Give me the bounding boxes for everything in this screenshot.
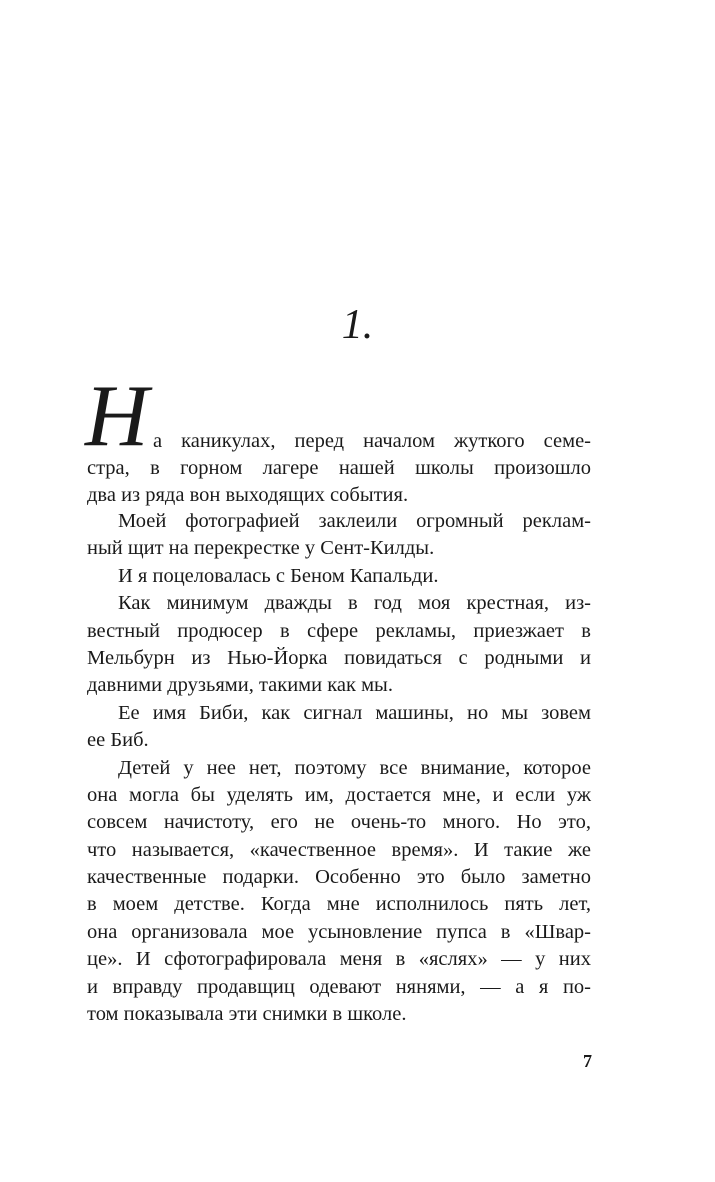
paragraph xyxy=(87,755,591,1029)
text-line: Мельбурн из Нью-Йорка повидаться с родными и xyxy=(87,646,591,669)
opening-paragraph xyxy=(85,368,591,508)
text-line: Как минимум дважды в год моя крестная, из- xyxy=(118,592,591,615)
text-line: что называется, «качественное время». И такие же xyxy=(87,838,591,861)
text-line: Ее имя Биби, как сигнал машины, но мы зовем xyxy=(118,701,591,724)
text-line: Детей у нее нет, поэтому все внимание, которое xyxy=(118,756,591,779)
text-line: стра, в горном лагере нашей школы произошло xyxy=(87,457,591,479)
text-line: она организовала мое усыновление пупса в «Швар- xyxy=(87,920,591,943)
text-line: том показывала эти снимки в школе. xyxy=(87,1003,407,1026)
text-line: давними друзьями, такими как мы. xyxy=(87,674,393,697)
paragraph xyxy=(87,590,591,700)
text-line: а каникулах, перед началом жуткого семе- xyxy=(153,430,591,452)
chapter-number: 1. xyxy=(341,302,374,348)
text-line: она могла бы уделять им, достается мне, и если уж xyxy=(87,783,591,806)
text-line: и вправду продавщиц одевают нянями, — а я по- xyxy=(87,975,591,998)
text-line: в моем детстве. Когда мне исполнилось пять лет, xyxy=(87,893,591,916)
paragraph xyxy=(87,700,591,755)
text-line: це». И сфотографировала меня в «яслях» — у них xyxy=(87,948,591,971)
drop-cap: Н xyxy=(85,368,149,465)
text-line: совсем начистоту, его не очень-то много. Но это, xyxy=(87,811,591,834)
text-line: И я поцеловалась с Беном Капальди. xyxy=(118,564,439,587)
body-text xyxy=(85,368,591,1028)
page-number: 7 xyxy=(583,1051,592,1071)
text-line: вестный продюсер в сфере рекламы, приезжает в xyxy=(87,619,591,642)
text-line: Моей фотографией заклеили огромный реклам- xyxy=(118,510,591,532)
text-line: ный щит на перекрестке у Сент-Килды. xyxy=(87,537,435,560)
text-line: ее Биб. xyxy=(87,729,149,752)
text-line: качественные подарки. Особенно это было заметно xyxy=(87,866,591,889)
paragraph xyxy=(87,508,591,563)
paragraph xyxy=(87,563,591,590)
text-line: два из ряда вон выходящих события. xyxy=(87,484,409,507)
